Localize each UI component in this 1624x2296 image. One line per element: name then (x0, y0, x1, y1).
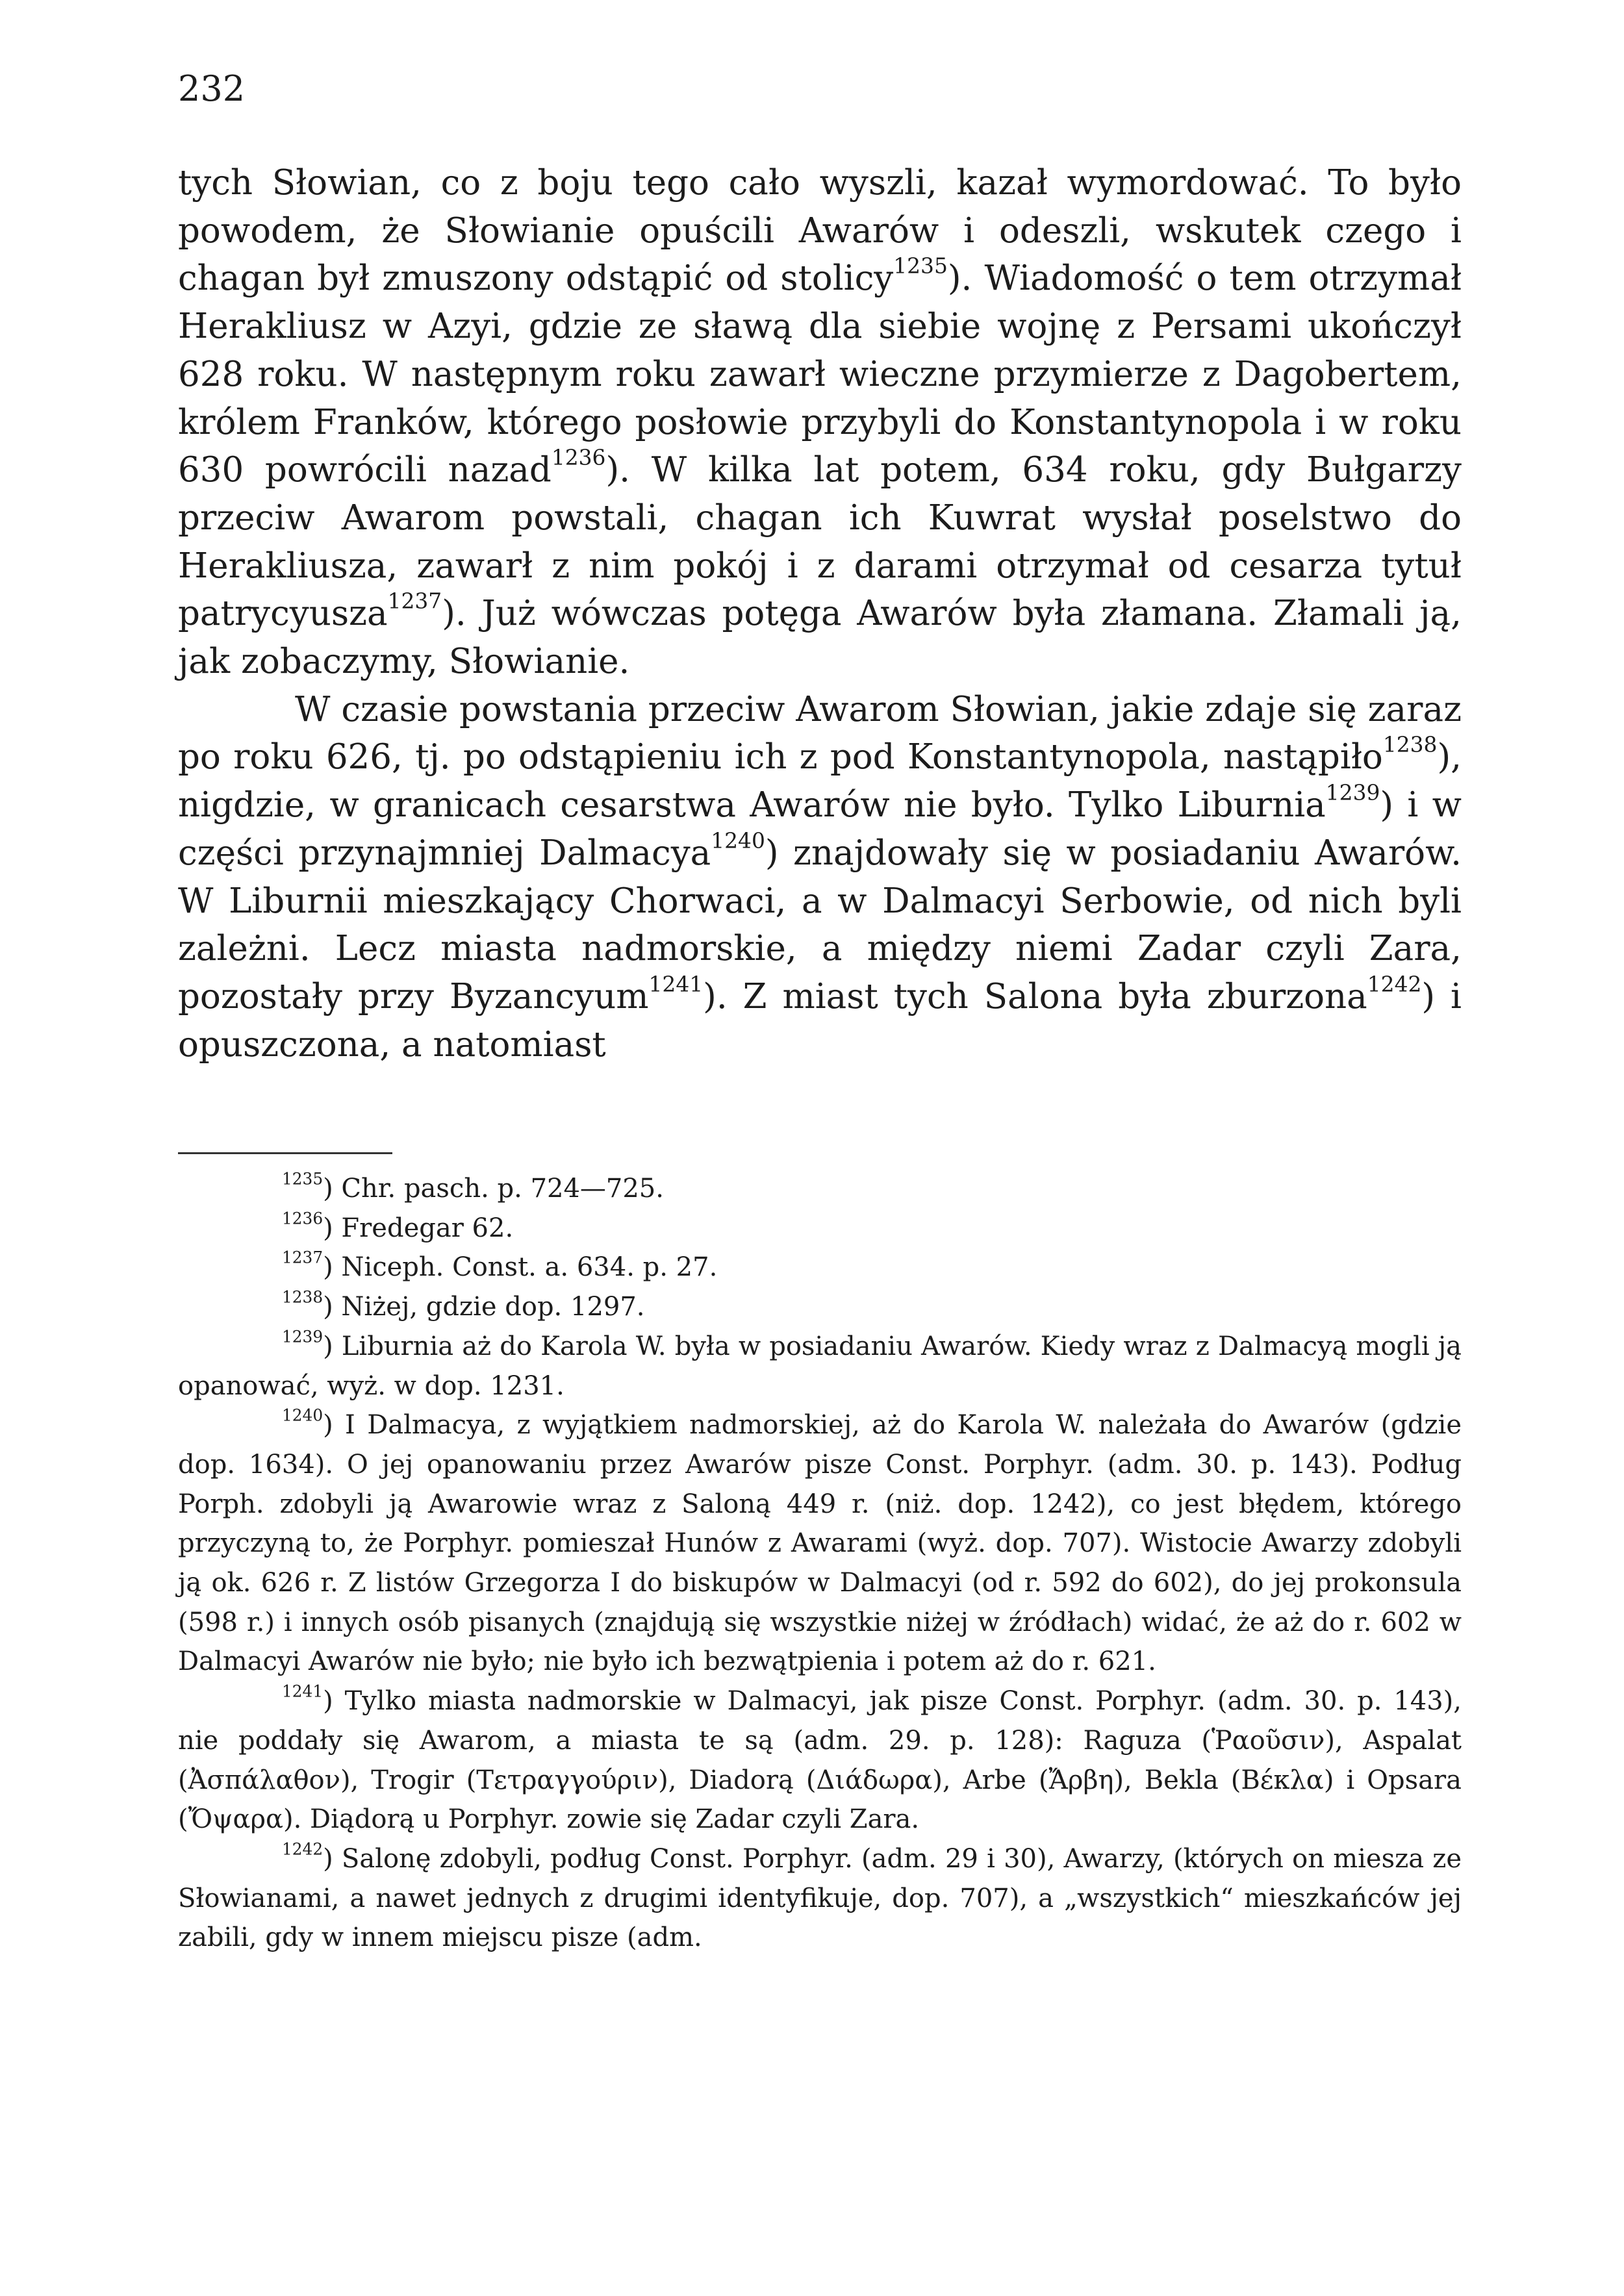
text-run: tych Słowian, co z boju tego cało wyszli, kazał wymordować. To było powodem, że Słowianie opuścili Awarów i odeszli, wskutek czego i chagan był zmuszony odstąpić od stolicy (178, 163, 1462, 299)
page-number: 232 (178, 68, 246, 109)
footnote-ref: 1239 (1325, 779, 1380, 805)
text-run: ) Fredegar 62. (323, 1213, 514, 1243)
text-run: ). W kilka lat potem, 634 roku, gdy Bułgarzy przeciw Awarom powstali, chagan ich Kuwrat wysłał poselstwo do Herakliusza, zawarł z nim pokój i z darami otrzymał od cesarza tytuł patrycyusza (178, 450, 1462, 634)
footnote (178, 1248, 1462, 1287)
text-run: ) Niceph. Const. a. 634. p. 27. (323, 1252, 718, 1283)
text-run: ) I Dalmacya, z wyjątkiem nadmorskiej, aż do Karola W. należała do Awarów (gdzie dop. 1634). O jej opanowaniu przez Awarów pisze Const. Porphyr. (adm. 30. p. 143). Podług Porph. zdobyli ją Awarowie wraz z Saloną 449 r. (niż. dop. 1242), co jest błędem, którego przyczyną to, że Porphyr. pomieszał Hunów z Awarami (wyż. dop. 707). Wistocie Awarzy zdobyli ją ok. 626 r. Z listów Grzegorza I do biskupów w Dalmacyi (od r. 592 do 602), do jej prokonsula (598 r.) i innych osób pisanych (znajdują się wszystkie niżej w źródłach) widać, że aż do r. 602 w Dalmacyi Awarów nie było; nie było ich bezwątpienia i potem aż do r. 621. (178, 1410, 1462, 1677)
text-run: ) znajdowały się w posiadaniu Awarów. W Liburnii mieszkający Chorwaci, a w Dalmacyi Serbowie, od nich byli zależni. Lecz miasta nadmorskie, a między niemi Zadar czyli Zara, pozostały przy Byzancyum (178, 833, 1462, 1016)
text-run: ) Liburnia aż do Karola W. była w posiadaniu Awarów. Kiedy wraz z Dalmacyą mogli ją opanować, wyż. w dop. 1231. (178, 1331, 1462, 1401)
footnote-divider (178, 1152, 392, 1154)
footnote (178, 1209, 1462, 1248)
text-run: ), nigdzie, w granicach cesarstwa Awarów nie było. Tylko Liburnia (178, 737, 1462, 826)
footnote-ref: 1242 (282, 1839, 324, 1859)
footnote-ref: 1238 (282, 1287, 324, 1307)
paragraph (178, 159, 1462, 686)
footnote-ref: 1242 (1367, 971, 1422, 997)
footnote (178, 1327, 1462, 1406)
text-run: ) i w części przynajmniej Dalmacya (178, 785, 1462, 873)
footnote-ref: 1235 (893, 253, 948, 279)
footnote (178, 1406, 1462, 1682)
text-run: W czasie powstania przeciw Awarom Słowian, jakie zdaje się zaraz po roku 626, tj. po odstąpieniu ich z pod Konstantynopola, nastąpiło (178, 689, 1462, 777)
paragraph (178, 686, 1462, 1069)
footnotes (178, 1169, 1462, 1958)
footnote-ref: 1237 (282, 1248, 324, 1268)
footnote-ref: 1241 (282, 1682, 324, 1701)
footnote-ref: 1240 (282, 1406, 324, 1425)
footnote (178, 1839, 1462, 1958)
footnote-ref: 1236 (551, 444, 606, 470)
footnote-ref: 1239 (282, 1327, 324, 1346)
footnote-ref: 1238 (1382, 731, 1438, 757)
text-run: ). Z miast tych Salona była zburzona (703, 976, 1367, 1016)
text-run: ) Tylko miasta nadmorskie w Dalmacyi, jak pisze Const. Porphyr. (adm. 30. p. 143), nie poddały się Awarom, a miasta te są (adm. 29. p. 128): Raguza (Ῥαοῦσιν), Aspalat (Ἀσπάλαθον), Trogir (Τετραγγούριν), Diadorą (Διάδωρα), Arbe (Ἄρβη), Bekla (Βέκλα) i Opsara (Ὄψαρα). Diądorą u Porphyr. zowie się Zadar czyli Zara. (178, 1686, 1462, 1835)
text-run: ). Już wówczas potęga Awarów była złamana. Złamali ją, jak zobaczymy, Słowianie. (178, 594, 1462, 682)
footnote (178, 1682, 1462, 1839)
text-run: ) Chr. pasch. p. 724—725. (323, 1174, 664, 1204)
text-run: ) i opuszczona, a natomiast (178, 976, 1462, 1065)
text-run: ) Niżej, gdzie dop. 1297. (323, 1292, 645, 1322)
footnote-ref: 1235 (282, 1169, 324, 1189)
text-run: ). Wiadomość o tem otrzymał Herakliusz w Azyi, gdzie ze sławą dla siebie wojnę z Persami ukończył 628 roku. W następnym roku zawarł wieczne przymierze z Dagobertem, królem Franków, którego posłowie przybyli do Konstantynopola i w roku 630 powrócili nazad (178, 259, 1462, 490)
footnote-ref: 1241 (648, 971, 704, 997)
main-text (178, 159, 1462, 1068)
footnote-ref: 1237 (387, 588, 442, 614)
footnote-ref: 1236 (282, 1209, 324, 1228)
footnote-ref: 1240 (711, 827, 765, 853)
footnote (178, 1287, 1462, 1327)
footnote (178, 1169, 1462, 1209)
text-run: ) Salonę zdobyli, podług Const. Porphyr. (adm. 29 i 30), Awarzy, (których on miesza ze Słowianami, a nawet jednych z drugimi identyfikuje, dop. 707), a „wszystkich“ mieszkańców jej zabili, gdy w innem miejscu pisze (adm. (178, 1843, 1462, 1953)
